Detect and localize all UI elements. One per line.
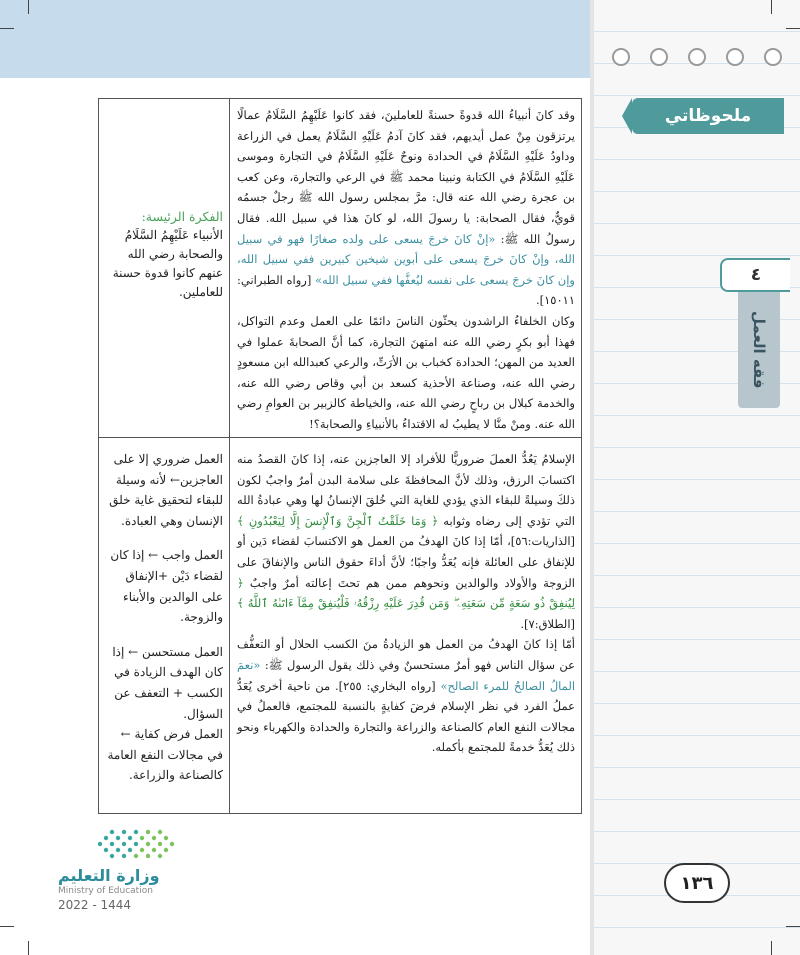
crop-mark [28,941,29,955]
section-work-ruling-text [237,449,575,758]
summary-note: العمل فرض كفاية ← في مجالات النفع العامة كالصناعة والزراعة. [107,727,223,783]
section-prophets-text [237,105,575,435]
ruling-paragraph-1: الإسلامُ يَعُدُّ العملَ ضروريًّا للأفراد إلا العاجزين عنه، إذا كانَ القصدُ منه اكتسابَ الرزق، وذلك لأنَّ المحافظةَ على سلامة البدن أمرٌ واجبٌ لكون ذلكَ وسيلةً للبقاء الذي يؤدي للغاية التي خُلقَ الإنسانُ لها وهي عبادةُ الله التي تؤدي إلى رضاه وثوابه [237,452,576,528]
notes-column [590,0,800,955]
crop-mark [28,0,29,14]
page-number: ١٣٦ [664,863,730,903]
caliphs-paragraph: وكان الخلفاءُ الراشدون يحثّون الناسَ دائمًا على العمل وعدم التواكل، فهذا أبو بكرٍ رضي الله عنه امتهنَ التجارة، كما أنَّ الصحابةَ عملوا في العديد من المهن؛ الحدادة كخباب بن الأرَتِّ، والرعي كعبدالله ابن مسعودٍ رضي الله عنه، وصناعة الأحذية كسعد بن أبي وقاص رضي الله عنه، والخدمة كبلال بن رباحٍ رضي الله عنه، والخياطة كالزبير بن العوامِ رضي الله عنه. ومنْ منَّا لا يطيبُ له الاقتداءُ بالأنبياءِ والصحابة؟! [237,313,575,431]
crop-mark [771,941,772,955]
row-divider [99,437,581,438]
binder-hole [726,48,744,66]
unit-title-tab [738,292,780,408]
crop-mark [0,28,14,29]
main-idea-text: الأنبياء عَلَيْهِمُ السَّلَامُ والصحابة رضي الله عنهم كانوا قدوة حسنة للعاملين. [112,228,223,299]
ministry-name-arabic: وزارة التعليم [58,866,160,885]
unit-title: فقه العمل [750,311,768,389]
lesson-table [98,98,582,814]
crop-mark [786,28,800,29]
ruling-paragraph-3: أمّا إذا كانَ الهدفُ من العمل هو الزيادةُ منَ الكسب الحلال أو التعفُّف عن سؤال الناس فهو أمرٌ مستحسنٌ وفي ذلك يقول الرسول ﷺ: [237,637,576,672]
hadith-reference: [رواه الطبراني: ١٥٠١١]. [237,272,575,308]
unit-number: ٤ [720,258,790,292]
verse-2-reference: [الطلاق:٧]. [520,616,575,631]
binder-holes [612,48,782,70]
summary-notes [105,449,223,786]
summary-note: العمل مستحسن ← إذا كان الهدف الزيادة في الكسب + التعفف عن السؤال. [112,644,223,721]
summary-note: العمل ضروري إلا على العاجزين← لأنه وسيلة للبقاء لتحقيق غاية خلق الإنسان وهي العبادة. [109,452,223,528]
binder-hole [612,48,630,66]
hadith-2-reference: [رواه البخاري: ٢٥٥]. [335,678,436,693]
main-idea-note [105,207,223,302]
edition-year: 2022 - 1444 [58,898,132,912]
binder-hole [764,48,782,66]
summary-note: العمل واجب ← إذا كان لقضاء دَيْن +الإنفاق على الوالدين والأبناء والزوجة. [110,548,223,625]
header-band [0,0,590,78]
ministry-logo-icon [96,826,178,862]
notes-label: ملحوظاتي [632,98,784,134]
column-divider [229,99,230,813]
quran-verse-2: ﴿ لِيُنفِقْ ذُو سَعَةٍ مِّن سَعَتِهِۦ ۖ وَمَن قُدِرَ عَلَيْهِ رِزْقُهُۥ فَلْيُنفِقْ مِمَّآ ءَاتَىٰهُ ٱللَّهُ ﴾ [237,575,575,611]
crop-mark [786,926,800,927]
hadith-quote: «إنْ كانَ خرجَ يسعى على ولده صغارًا فهو في سبيل الله، وإنْ كانَ خرجَ يسعى على أبوين شيخين كبيرين ففي سبيل الله، وإن كانَ خرجَ يسعى على نفسه ليُعفَّها ففي سبيل الله» [237,231,575,287]
binder-hole [650,48,668,66]
crop-mark [771,0,772,14]
ruling-paragraph-4: من ناحية أخرى يُعَدُّ عملُ الفرد في نظر الإسلام فرضَ كفايةٍ بالنسبة للمجتمع، فالعملُ في مجالات النفع العام كالصناعة والزراعة والتجارة والحدادة والكهرباء ونحو ذلك يُعَدُّ خدمةً للمجتمع بأكمله. [237,678,575,755]
hadith-quote-2: «نعمَ المالُ الصالحُ للمرء الصالح» [237,657,576,693]
prophets-paragraph: وقد كانَ أنبياءُ الله قدوةً حسنةً للعاملينَ، فقد كانوا عَلَيْهِمُ السَّلَامُ عمالًا يرتزقون مِنْ عمل أيديهم، فقد كانَ آدمُ عَلَيْهِ السَّلَامُ يعمل في الزراعة وداودُ عَلَيْهِ السَّلَامُ في الحدادة ونوحٌ عَلَيْهِ السَّلَامُ في التجارة وموسى عَلَيْهِ السَّلَامُ في الكتابة ونبينا محمد ﷺ في الرعي والتجارة، وعن كعب بن عجرة رضي الله عنه قال: مرَّ بمجلس رسول الله ﷺ رجلٌ جسمُه قويٌّ، فقال الصحابة: يا رسولَ الله، لو كانَ هذا في سبيل الله. فقال رسولُ الله ﷺ: [237,108,576,246]
notebook-spine [590,0,594,955]
ruling-paragraph-2: أمّا إذا كانَ الهدفُ من العمل هو الاكتسابَ لقضاء دَين أو للإنفاق على العائلة فإنه يُعَدُّ واجبًا؛ لأنَّ أداءَ حقوق الناس والإنفاقَ على الزوجة والأولاد والوالدين ونحوهم ممن هم تحتَ إعالته أمرٌ واجبٌ [237,534,576,590]
verse-1-reference: [الذاريات:٥٦]، [507,534,576,549]
binder-hole [688,48,706,66]
main-idea-title: الفكرة الرئيسة: [141,209,223,224]
ministry-name-english: Ministry of Education [58,886,153,896]
crop-mark [0,926,14,927]
quran-verse-1: ﴿ وَمَا خَلَقْتُ ٱلْجِنَّ وَٱلْإِنسَ إِلَّا لِيَعْبُدُونِ ﴾ [237,513,439,528]
